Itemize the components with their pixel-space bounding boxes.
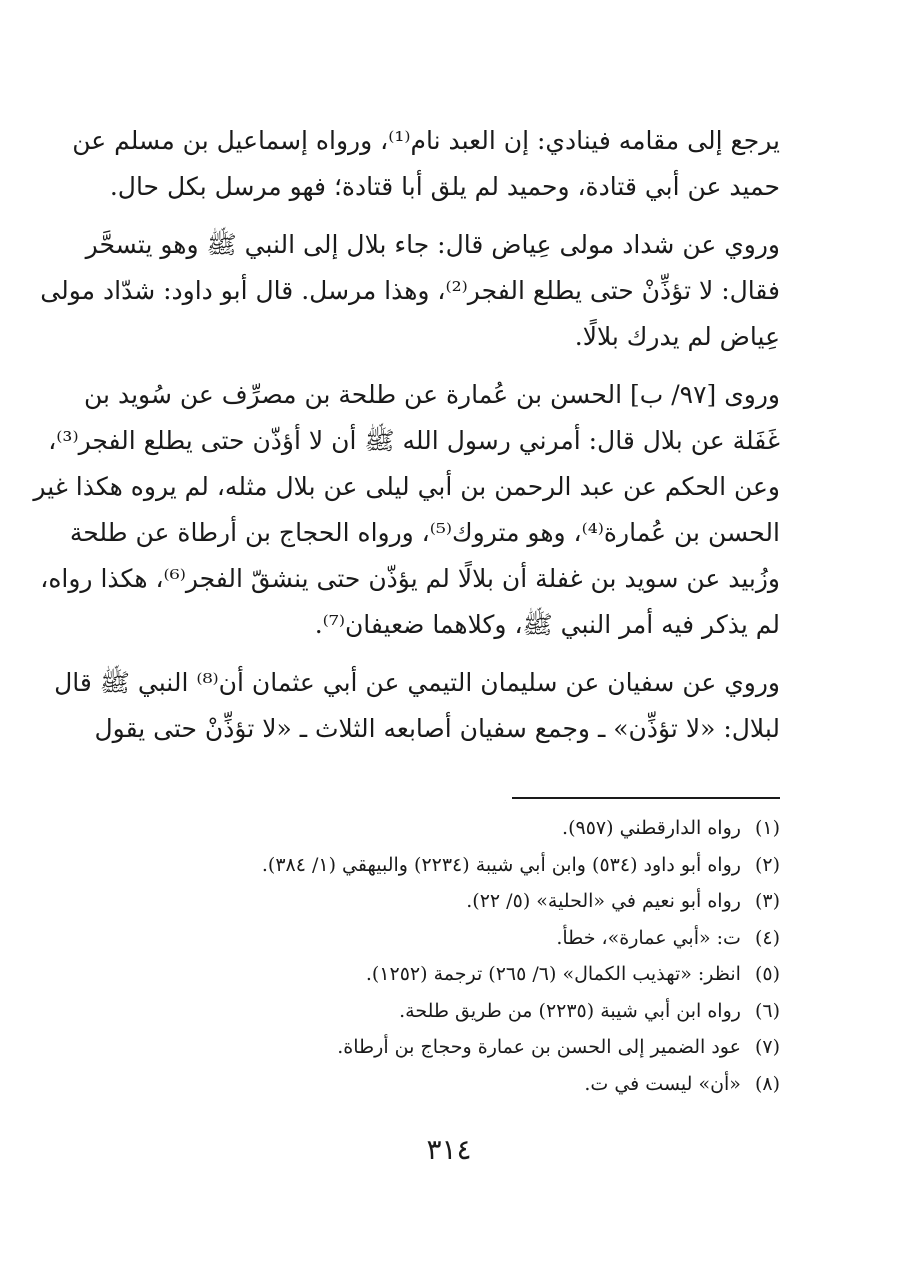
document-page — [33, 118, 780, 1166]
footnote-number: (٨) — [754, 1072, 780, 1095]
footnote-item — [118, 1029, 780, 1066]
text-line: لم يذكر فيه أمر النبي ﷺ، وكلاهما ضعيفان⁽⁷⁾. — [314, 610, 780, 639]
footnote-text: رواه أبو داود (٥٣٤) وابن أبي شيبة (٢٢٣٤) والبيهقي (١/ ٣٨٤). — [261, 853, 741, 876]
text-line: وروى [٩٧/ ب] الحسن بن عُمارة عن طلحة بن مصرِّف عن سُويد بن — [84, 380, 780, 409]
paragraph-4 — [54, 660, 780, 752]
footnote-text: رواه أبو نعيم في «الحلية» (٥/ ٢٢). — [466, 890, 741, 912]
footnote-item — [118, 920, 780, 957]
footnote-number: (٧) — [754, 1036, 780, 1058]
text-line: عِياض لم يدرك بلالًا. — [574, 322, 780, 351]
footnote-item — [118, 810, 780, 847]
paragraph-3 — [33, 372, 780, 648]
footnote-item — [118, 1066, 780, 1103]
text-line: فقال: لا تؤذِّنْ حتى يطلع الفجر⁽²⁾، وهذا مرسل. قال أبو داود: شدّاد مولى — [40, 276, 780, 305]
footnote-item — [118, 847, 780, 884]
footnotes-list — [118, 810, 780, 1102]
footnote-number: (٢) — [754, 853, 780, 876]
footnote-item — [118, 883, 780, 920]
footnote-number: (٥) — [754, 963, 780, 985]
text-line: وعن الحكم عن عبد الرحمن بن أبي ليلى عن بلال مثله، لم يروه هكذا غير — [33, 472, 780, 501]
body-text — [33, 118, 780, 752]
text-line: وزُبيد عن سويد بن غفلة أن بلالًا لم يؤذّن حتى ينشقّ الفجر⁽⁶⁾، هكذا رواه، — [40, 564, 780, 593]
text-line: لبلال: «لا تؤذِّن» ـ وجمع سفيان أصابعه الثلاث ـ «لا تؤذِّنْ حتى يقول — [94, 714, 780, 743]
page-number: ٣١٤ — [426, 1133, 472, 1166]
footnote-item — [118, 956, 780, 993]
text-line: غَفَلة عن بلال قال: أمرني رسول الله ﷺ أن لا أؤذّن حتى يطلع الفجر⁽³⁾، — [48, 426, 780, 455]
footnote-number: (٣) — [754, 890, 780, 912]
footnote-number: (٤) — [754, 926, 780, 949]
footnote-text: ت: «أبي عمارة»، خطأ. — [556, 926, 741, 949]
paragraph-1 — [72, 118, 780, 210]
footnote-item — [118, 993, 780, 1030]
text-line: وروي عن سفيان عن سليمان التيمي عن أبي عثمان أن⁽⁸⁾ النبي ﷺ قال — [54, 668, 780, 697]
text-line: الحسن بن عُمارة⁽⁴⁾، وهو متروك⁽⁵⁾، ورواه الحجاج بن أرطاة عن طلحة — [69, 518, 780, 547]
footnote-divider — [512, 797, 780, 799]
footnote-number: (٦) — [754, 999, 780, 1022]
text-line: وروي عن شداد مولى عِياض قال: جاء بلال إلى النبي ﷺ وهو يتسحَّر — [85, 230, 780, 259]
footnote-text: رواه الدارقطني (٩٥٧). — [562, 817, 741, 839]
footnote-text: عود الضمير إلى الحسن بن عمارة وحجاج بن أرطاة. — [337, 1036, 741, 1058]
paragraph-2 — [40, 222, 780, 360]
footnote-number: (١) — [754, 817, 780, 839]
footnote-text: «أن» ليست في ت. — [584, 1072, 741, 1095]
footnote-text: انظر: «تهذيب الكمال» (٦/ ٢٦٥) ترجمة (١٢٥٢). — [365, 963, 741, 985]
text-line: يرجع إلى مقامه فينادي: إن العبد نام⁽¹⁾، ورواه إسماعيل بن مسلم عن — [72, 126, 780, 155]
footnote-text: رواه ابن أبي شيبة (٢٢٣٥) من طريق طلحة. — [399, 999, 741, 1022]
text-line: حميد عن أبي قتادة، وحميد لم يلق أبا قتادة؛ فهو مرسل بكل حال. — [109, 172, 780, 201]
